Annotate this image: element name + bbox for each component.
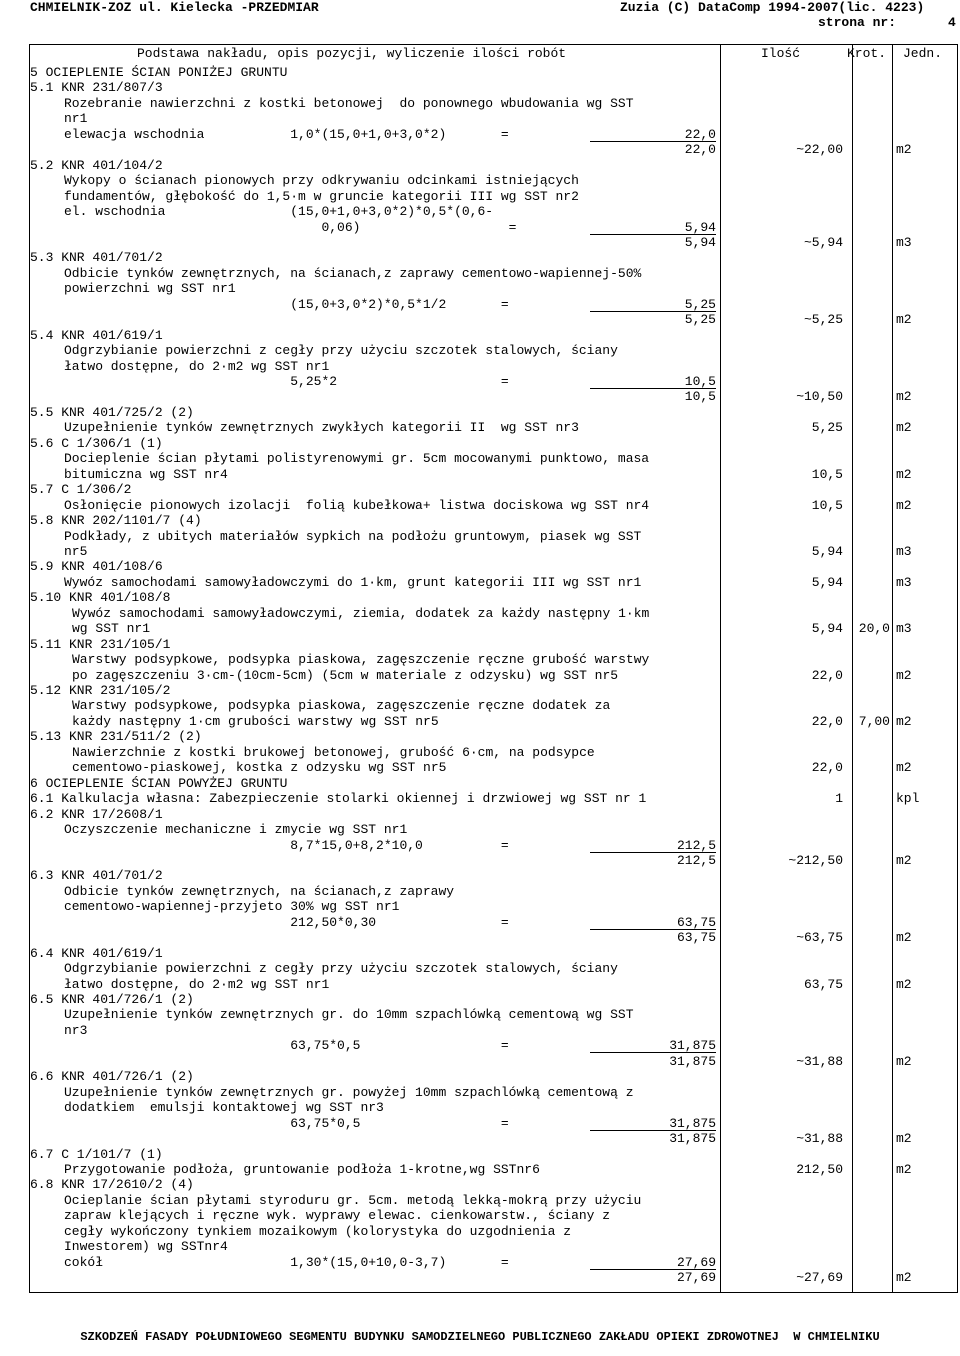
row-text: 6.5 KNR 401/726/1 (2) [30, 992, 194, 1007]
row-text: bitumiczna wg SST nr4 [64, 467, 228, 482]
row-text: 5 OCIEPLENIE ŚCIAN PONIŻEJ GRUNTU [30, 65, 288, 80]
calc-sum: 10,5 [684, 389, 716, 404]
calc-sum: 212,5 [676, 853, 716, 868]
row-text: 5,25*2 = [64, 374, 509, 389]
header-page-number: 4 [948, 15, 956, 30]
calc-sum: 31,875 [669, 1054, 716, 1069]
row-text: Nawierzchnie z kostki brukowej betonowej, grubość 6·cm, na podsypce [72, 745, 595, 760]
row-text: 5.3 KNR 401/701/2 [30, 250, 163, 265]
row-text: 63,75*0,5 = [64, 1038, 509, 1053]
calc-sum: 5,25 [684, 312, 716, 327]
row-text: Ocieplanie ścian płytami styroduru gr. 5cm. metodą lekką-mokrą przy użyciu [64, 1193, 642, 1208]
row-text: zapraw klejących i ręczne wyk. wyprawy elewac. cienkowarstw., ściany z [64, 1208, 611, 1223]
unit-value: m2 [896, 312, 912, 327]
calc-sum: 5,94 [684, 235, 716, 250]
calc-result: 5,94 [684, 220, 716, 235]
calc-result: 22,0 [684, 127, 716, 142]
quantity-value: 5,94 [811, 621, 843, 636]
row-text: cokół 1,30*(15,0+10,0-3,7) = [64, 1255, 509, 1270]
calc-result: 63,75 [676, 915, 716, 930]
row-text: 6.3 KNR 401/701/2 [30, 868, 163, 883]
row-text: Odbicie tynków zewnętrznych, na ścianach,z zaprawy cementowo-wapiennej-50% [64, 266, 642, 281]
quantity-value: ~5,25 [803, 312, 843, 327]
header-company: CHMIELNIK-ZOZ ul. Kielecka -PRZEDMIAR [30, 0, 319, 15]
calc-result: 212,5 [676, 838, 716, 853]
calc-sum: 31,875 [669, 1131, 716, 1146]
unit-value: m2 [896, 1270, 912, 1285]
unit-value: m2 [896, 714, 912, 729]
row-text: Przygotowanie podłoża, gruntowanie podłoża 1-krotne,wg SSTnr6 [64, 1162, 540, 1177]
row-text: po zagęszczeniu 3·cm-(10cm-5cm) (5cm w materiale z odzysku) wg SST nr5 [72, 668, 619, 683]
row-text: 5.2 KNR 401/104/2 [30, 158, 163, 173]
unit-value: m2 [896, 1131, 912, 1146]
unit-value: m3 [896, 544, 912, 559]
row-text: 5.9 KNR 401/108/6 [30, 559, 163, 574]
column-header-unit: Jedn. [903, 46, 943, 61]
calc-result: 31,875 [669, 1116, 716, 1131]
quantity-value: 212,50 [796, 1162, 843, 1177]
unit-value: m3 [896, 621, 912, 636]
quantity-value: 22,0 [811, 714, 843, 729]
calc-result: 27,69 [676, 1255, 716, 1270]
calc-result: 31,875 [669, 1038, 716, 1053]
quantity-value: 5,25 [811, 420, 843, 435]
header-page-label: strona nr: [818, 15, 897, 30]
row-text: 8,7*15,0+8,2*10,0 = [64, 838, 509, 853]
unit-value: m2 [896, 420, 912, 435]
quantity-value: 10,5 [811, 498, 843, 513]
row-text: Inwestorem) wg SSTnr4 [64, 1239, 228, 1254]
row-text: 6 OCIEPLENIE ŚCIAN POWYŻEJ GRUNTU [30, 776, 288, 791]
calc-sum: 22,0 [684, 142, 716, 157]
quantity-value: 5,94 [811, 575, 843, 590]
column-divider [852, 45, 853, 1292]
row-text: Podkłady, z ubitych materiałów sypkich na podłożu gruntowym, piasek wg SST [64, 529, 642, 544]
unit-value: m3 [896, 235, 912, 250]
row-text: nr5 [64, 544, 88, 559]
column-header-mult: Krot. [847, 46, 887, 61]
row-text: 5.10 KNR 401/108/8 [30, 590, 171, 605]
unit-value: m2 [896, 142, 912, 157]
row-text: 5.1 KNR 231/807/3 [30, 80, 163, 95]
row-text: Uzupełnienie tynków zewnętrznych gr. do 10mm szpachlówką cementową wg SST [64, 1007, 634, 1022]
document-footer: SZKODZEŃ FASADY POŁUDNIOWEGO SEGMENTU BUDYNKU SAMODZIELNEGO PUBLICZNEGO ZAKŁADU OPIEKI ZDROWOTNEJ W CHMIELNIKU [80, 1330, 880, 1344]
column-header-qty: Ilość [761, 46, 801, 61]
row-text: 6.4 KNR 401/619/1 [30, 946, 163, 961]
unit-value: m2 [896, 498, 912, 513]
row-text: 6.2 KNR 17/2608/1 [30, 807, 163, 822]
row-text: elewacja wschodnia 1,0*(15,0+1,0+3,0*2) = [64, 127, 509, 142]
calc-sum: 27,69 [676, 1270, 716, 1285]
row-text: 6.7 C 1/101/7 (1) [30, 1147, 163, 1162]
measurement-table [29, 44, 958, 1293]
row-text: wg SST nr1 [72, 621, 151, 636]
unit-value: m3 [896, 575, 912, 590]
row-text: Wywóz samochodami samowyładowczymi do 1·km, grunt kategorii III wg SST nr1 [64, 575, 642, 590]
row-text: 63,75*0,5 = [64, 1116, 509, 1131]
unit-value: m2 [896, 1054, 912, 1069]
quantity-value: 5,94 [811, 544, 843, 559]
calc-sum: 63,75 [676, 930, 716, 945]
header-software: Zuzia (C) DataComp 1994-2007(lic. 4223) [620, 0, 925, 15]
row-text: Rozebranie nawierzchni z kostki betonowej do ponownego wbudowania wg SST [64, 96, 634, 111]
multiplier-value: 7,00 [858, 714, 890, 729]
row-text: 6.1 Kalkulacja własna: Zabezpieczenie stolarki okiennej i drzwiowej wg SST nr 1 [30, 791, 647, 806]
row-text: cementowo-piaskowej, kostka z odzysku wg SST nr5 [72, 760, 447, 775]
row-text: Wykopy o ścianach pionowych przy odkrywaniu odcinkami istniejących [64, 173, 579, 188]
unit-value: m2 [896, 977, 912, 992]
row-text: 5.8 KNR 202/1101/7 (4) [30, 513, 202, 528]
row-text: dodatkiem emulsji kontaktowej wg SST nr3 [64, 1100, 384, 1115]
row-text: 6.6 KNR 401/726/1 (2) [30, 1069, 194, 1084]
column-divider [892, 45, 893, 1292]
quantity-value: ~31,88 [796, 1054, 843, 1069]
quantity-value: ~5,94 [803, 235, 843, 250]
quantity-value: ~27,69 [796, 1270, 843, 1285]
quantity-value: ~22,00 [796, 142, 843, 157]
row-text: 5.13 KNR 231/511/2 (2) [30, 729, 202, 744]
row-text: fundamentów, głębokość do 1,5·m w gruncie kategorii III wg SST nr2 [64, 189, 579, 204]
quantity-value: 1 [835, 791, 843, 806]
unit-value: m2 [896, 853, 912, 868]
row-text: 5.7 C 1/306/2 [30, 482, 132, 497]
row-text: 5.6 C 1/306/1 (1) [30, 436, 163, 451]
row-text: Docieplenie ścian płytami polistyrenowymi gr. 5cm mocowanymi punktowo, masa [64, 451, 650, 466]
quantity-value: 10,5 [811, 467, 843, 482]
row-text: łatwo dostępne, do 2·m2 wg SST nr1 [64, 359, 330, 374]
row-text: cementowo-wapiennej-przyjeto 30% wg SST nr1 [64, 899, 400, 914]
row-text: Warstwy podsypkowe, podsypka piaskowa, zagęszczenie ręczne grubość warstwy [72, 652, 650, 667]
row-text: Osłonięcie pionowych izolacji folią kubełkowa+ listwa dociskowa wg SST nr4 [64, 498, 650, 513]
quantity-value: 63,75 [803, 977, 843, 992]
column-divider [720, 45, 721, 1292]
row-text: 5.5 KNR 401/725/2 (2) [30, 405, 194, 420]
row-text: Odgrzybianie powierzchni z cegły przy użyciu szczotek stalowych, ściany [64, 343, 618, 358]
unit-value: m2 [896, 467, 912, 482]
row-text: Odgrzybianie powierzchni z cegły przy użyciu szczotek stalowych, ściany [64, 961, 618, 976]
calc-underline [590, 1052, 716, 1053]
row-text: cegły wykończony tynkiem mozaikowym (kolorystyka do uzgodnienia z [64, 1224, 572, 1239]
row-text: 5.4 KNR 401/619/1 [30, 328, 163, 343]
quantity-value: 22,0 [811, 760, 843, 775]
unit-value: kpl [896, 791, 920, 806]
quantity-value: 22,0 [811, 668, 843, 683]
calc-result: 5,25 [684, 297, 716, 312]
row-text: Uzupełnienie tynków zewnętrznych gr. powyżej 10mm szpachlówką cementową z [64, 1085, 634, 1100]
row-text: 0,06) = [64, 220, 517, 235]
unit-value: m2 [896, 668, 912, 683]
row-text: 6.8 KNR 17/2610/2 (4) [30, 1177, 194, 1192]
unit-value: m2 [896, 760, 912, 775]
row-text: nr1 [64, 111, 88, 126]
row-text: 5.12 KNR 231/105/2 [30, 683, 171, 698]
calc-result: 10,5 [684, 374, 716, 389]
row-text: Wywóz samochodami samowyładowczymi, ziemia, dodatek za każdy następny 1·km [72, 606, 650, 621]
row-text: el. wschodnia (15,0+1,0+3,0*2)*0,5*(0,6- [64, 204, 494, 219]
row-text: Oczyszczenie mechaniczne i zmycie wg SST nr1 [64, 822, 408, 837]
row-text: każdy następny 1·cm grubości warstwy wg SST nr5 [72, 714, 439, 729]
row-text: łatwo dostępne, do 2·m2 wg SST nr1 [64, 977, 330, 992]
row-text: Odbicie tynków zewnętrznych, na ścianach,z zaprawy [64, 884, 455, 899]
row-text: nr3 [64, 1023, 88, 1038]
row-text: 212,50*0,30 = [64, 915, 509, 930]
row-text: 5.11 KNR 231/105/1 [30, 637, 171, 652]
row-text: Uzupełnienie tynków zewnętrznych zwykłych kategorii II wg SST nr3 [64, 420, 579, 435]
quantity-value: ~31,88 [796, 1131, 843, 1146]
multiplier-value: 20,0 [858, 621, 890, 636]
row-text: powierzchni wg SST nr1 [64, 281, 236, 296]
quantity-value: ~212,50 [788, 853, 843, 868]
quantity-value: ~63,75 [796, 930, 843, 945]
quantity-value: ~10,50 [796, 389, 843, 404]
row-text: Warstwy podsypkowe, podsypka piaskowa, zagęszczenie ręczne dodatek za [72, 698, 611, 713]
unit-value: m2 [896, 1162, 912, 1177]
unit-value: m2 [896, 930, 912, 945]
column-header-description: Podstawa nakładu, opis pozycji, wyliczenie ilości robót [137, 46, 567, 61]
unit-value: m2 [896, 389, 912, 404]
row-text: (15,0+3,0*2)*0,5*1/2 = [64, 297, 509, 312]
